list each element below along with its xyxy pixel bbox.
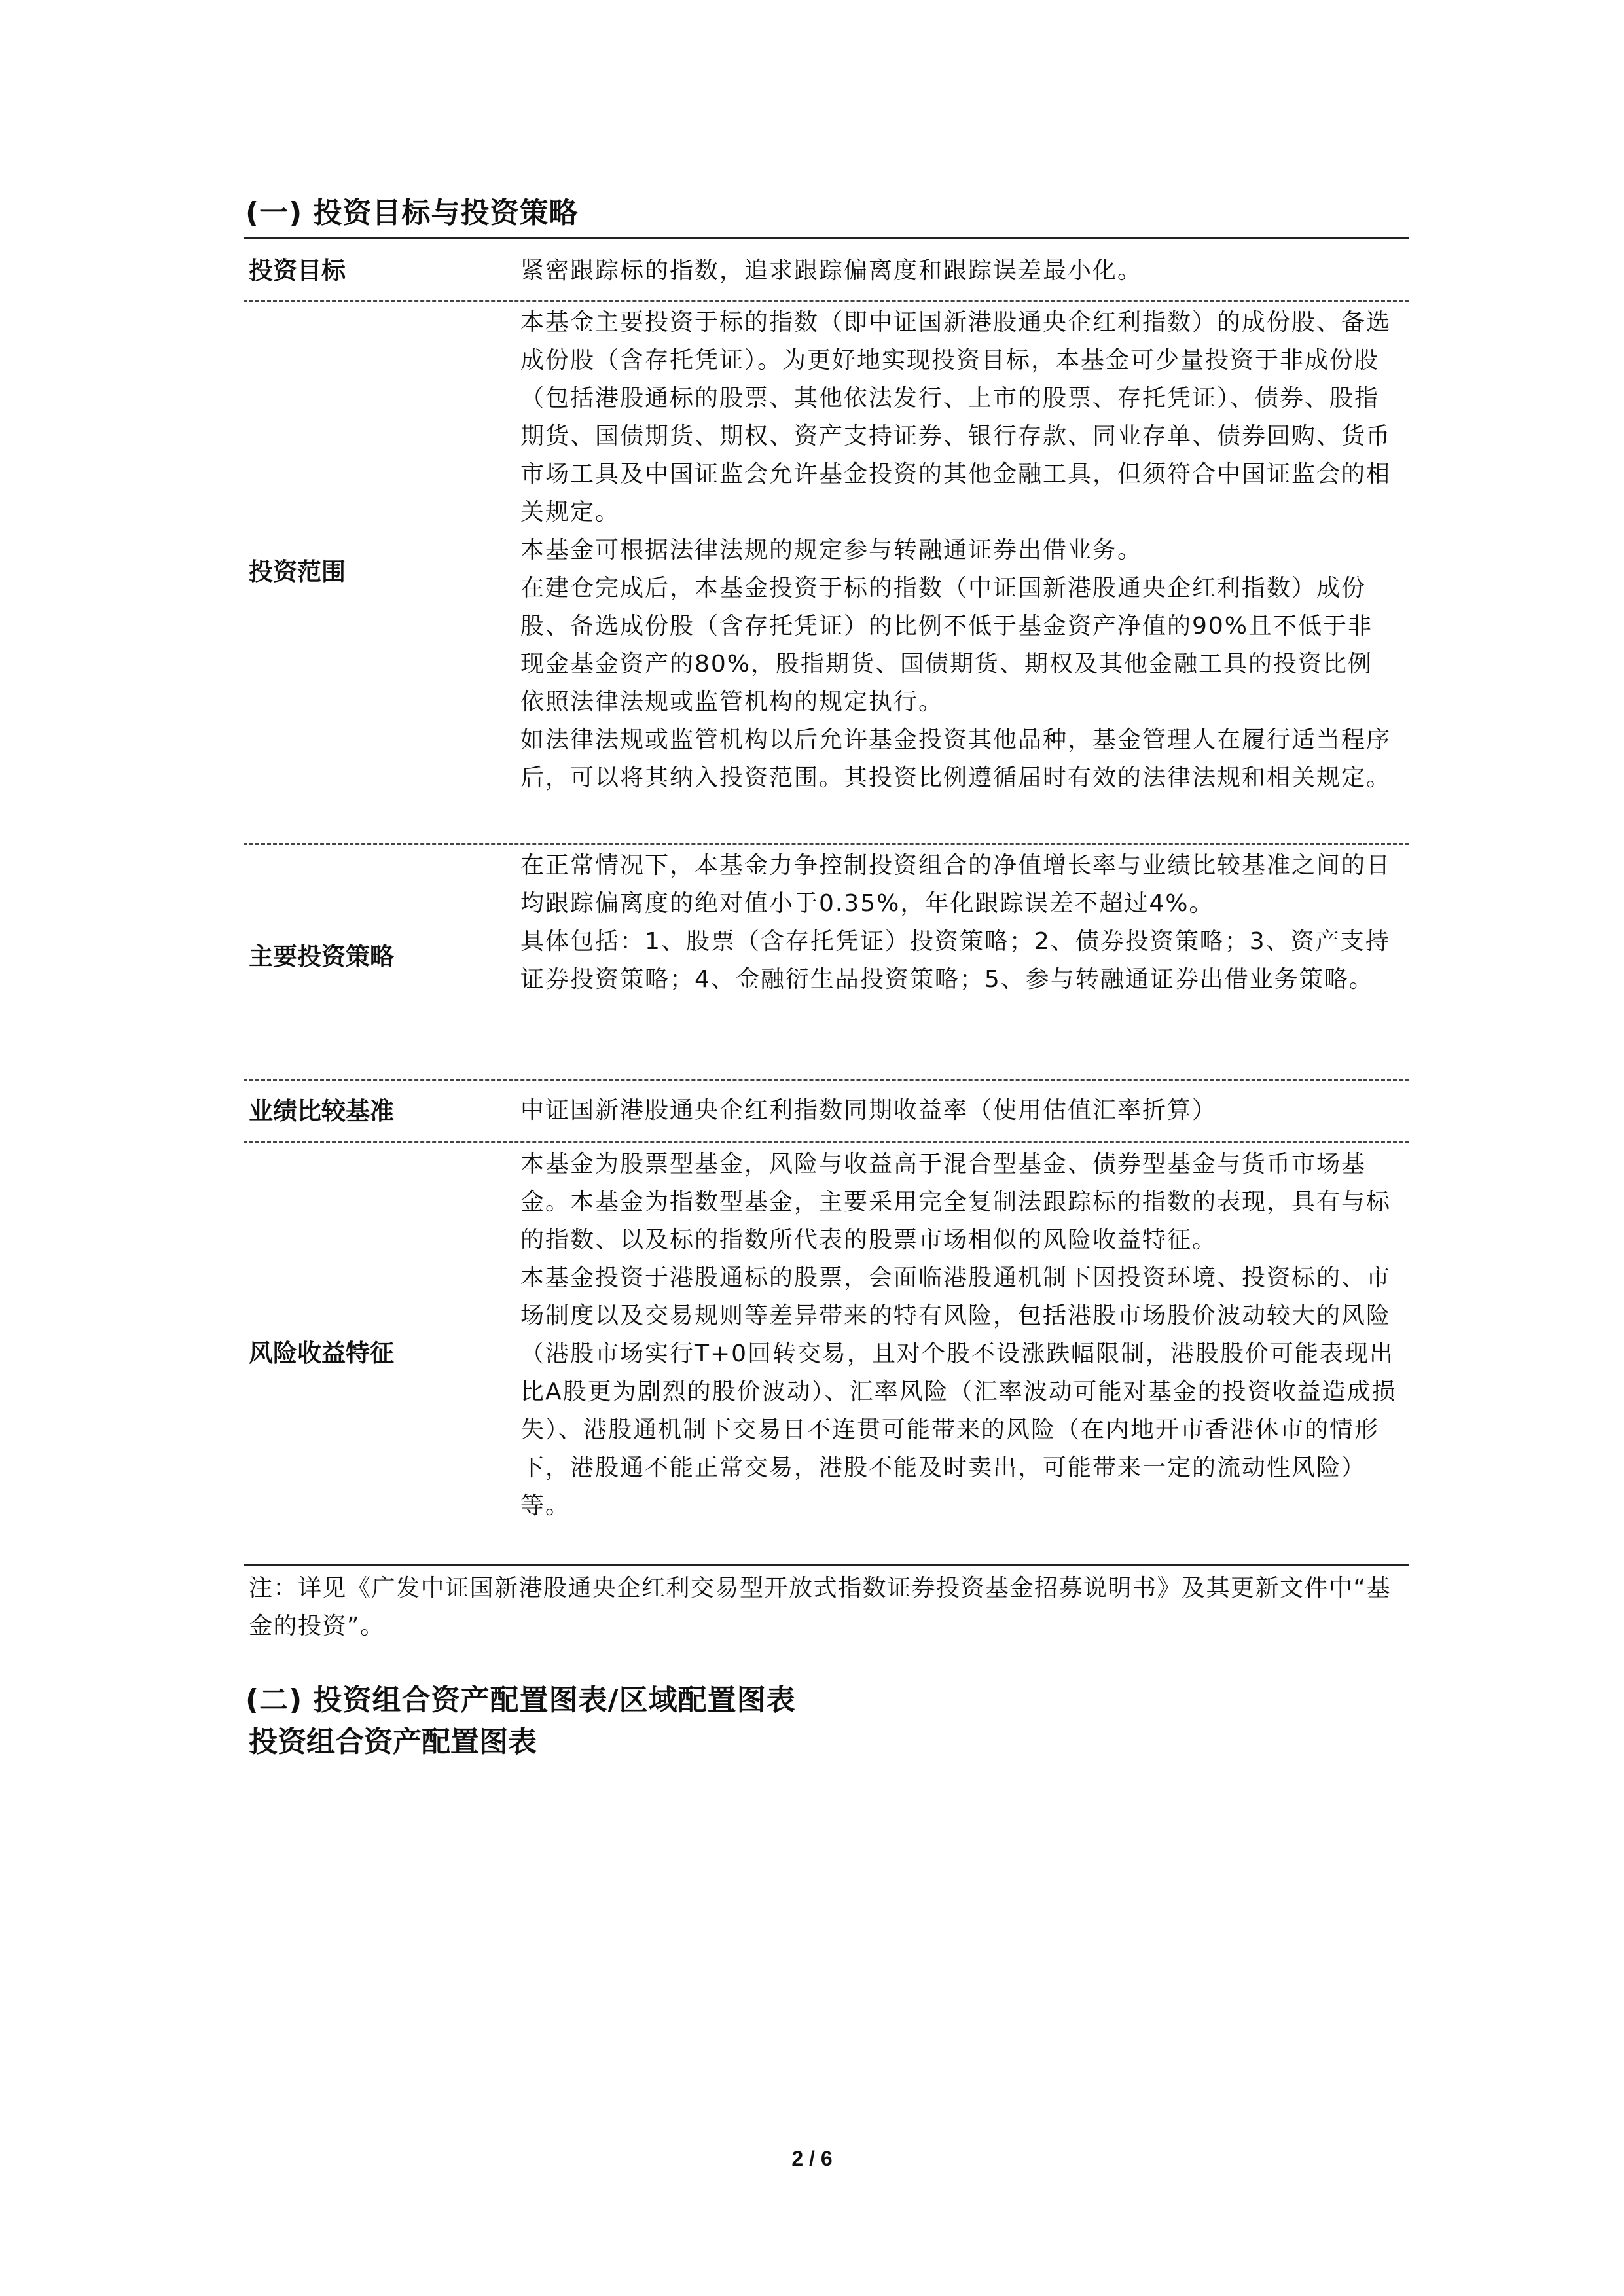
row-content-performance-benchmark bbox=[520, 1092, 1398, 1130]
table-footnote: 注：详见《广发中证国新港股通央企红利交易型开放式指数证券投资基金招募说明书》及其更新文件中“基金的投资”。 bbox=[249, 1575, 1392, 1640]
row-label-performance-benchmark: 业绩比较基准 bbox=[249, 1097, 394, 1125]
row-content-investment-objective bbox=[520, 252, 1398, 290]
row-content-risk-return-characteristics bbox=[520, 1145, 1398, 1525]
page-number: 2 / 6 bbox=[791, 2147, 833, 2170]
sub-heading-asset-allocation-chart: 投资组合资产配置图表 bbox=[249, 1725, 537, 1759]
table-bottom-rule bbox=[244, 1564, 1409, 1566]
section-heading-asset-allocation: (二) 投资组合资产配置图表/区域配置图表 bbox=[245, 1683, 796, 1717]
paragraph: 紧密跟踪标的指数，追求跟踪偏离度和跟踪误差最小化。 bbox=[520, 257, 1143, 284]
section-heading-investment-objective-strategy: (一) 投资目标与投资策略 bbox=[245, 196, 579, 230]
row-divider bbox=[244, 1141, 1409, 1143]
paragraph: 具体包括：1、股票（含存托凭证）投资策略；2、债券投资策略；3、资产支持证券投资策略；4、金融衍生品投资策略；5、参与转融通证券出借业务策略。 bbox=[520, 928, 1390, 993]
paragraph: 本基金投资于港股通标的股票，会面临港股通机制下因投资环境、投资标的、市场制度以及交易规则等差异带来的特有风险，包括港股市场股价波动较大的风险（港股市场实行T+0回转交易，且对个股不设涨跌幅限制，港股股价可能表现出比A股更为剧烈的股价波动）、汇率风险（汇率波动可能对基金的投资收益造成损失）、港股通机制下交易日不连贯可能带来的风险（在内地开市香港休市的情形下，港股通不能正常交易，港股不能及时卖出，可能带来一定的流动性风险）等。 bbox=[520, 1265, 1397, 1519]
paragraph: 在正常情况下，本基金力争控制投资组合的净值增长率与业绩比较基准之间的日均跟踪偏离度的绝对值小于0.35%，年化跟踪误差不超过4%。 bbox=[520, 852, 1392, 917]
paragraph: 本基金为股票型基金，风险与收益高于混合型基金、债券型基金与货币市场基金。本基金为指数型基金，主要采用完全复制法跟踪标的指数的表现，具有与标的指数、以及标的指数所代表的股票市场相似的风险收益特征。 bbox=[520, 1151, 1392, 1253]
paragraph: 中证国新港股通央企红利指数同期收益率（使用估值汇率折算） bbox=[520, 1097, 1218, 1124]
row-divider bbox=[244, 843, 1409, 845]
paragraph: 本基金主要投资于标的指数（即中证国新港股通央企红利指数）的成份股、备选成份股（含存托凭证）。为更好地实现投资目标，本基金可少量投资于非成份股（包括港股通标的股票、其他依法发行、上市的股票、存托凭证）、债券、股指期货、国债期货、期权、资产支持证券、银行存款、同业存单、债券回购、货币市场工具及中国证监会允许基金投资的其他金融工具，但须符合中国证监会的相关规定。 bbox=[520, 309, 1392, 526]
table-top-rule bbox=[244, 237, 1409, 239]
paragraph: 在建仓完成后，本基金投资于标的指数（中证国新港股通央企红利指数）成份股、备选成份股（含存托凭证）的比例不低于基金资产净值的90%且不低于非现金基金资产的80%，股指期货、国债期货、期权及其他金融工具的投资比例依照法律法规或监管机构的规定执行。 bbox=[520, 575, 1373, 715]
row-content-investment-scope bbox=[520, 304, 1398, 797]
row-label-investment-objective: 投资目标 bbox=[249, 257, 346, 285]
row-label-investment-scope: 投资范围 bbox=[249, 558, 346, 586]
row-label-main-investment-strategy: 主要投资策略 bbox=[249, 942, 394, 971]
row-label-risk-return-characteristics: 风险收益特征 bbox=[249, 1339, 394, 1367]
row-divider bbox=[244, 300, 1409, 302]
paragraph: 本基金可根据法律法规的规定参与转融通证券出借业务。 bbox=[520, 537, 1143, 564]
row-divider bbox=[244, 1079, 1409, 1081]
paragraph: 如法律法规或监管机构以后允许基金投资其他品种，基金管理人在履行适当程序后，可以将其纳入投资范围。其投资比例遵循届时有效的法律法规和相关规定。 bbox=[520, 726, 1392, 791]
row-content-main-investment-strategy bbox=[520, 847, 1398, 999]
